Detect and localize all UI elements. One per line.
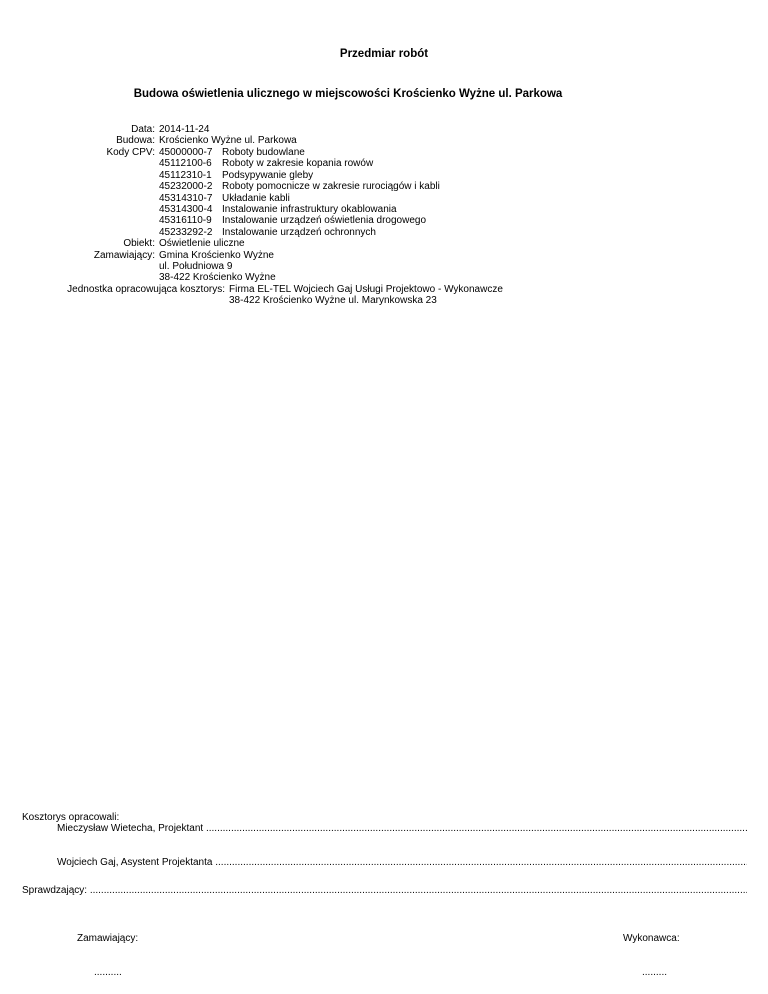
zamawiajacy-line: Gmina Krościenko Wyżne [159,250,274,261]
client-signature-dots: .......... [94,967,122,978]
checker-label: Sprawdzający: [22,885,88,896]
cpv-label: Kody CPV: [106,147,155,158]
cpv-code: 45314300-4 [159,204,213,215]
contractor-label: Wykonawca: [623,933,680,944]
zamawiajacy-line: ul. Południowa 9 [159,261,233,272]
cpv-desc: Podsypywanie gleby [222,170,314,181]
checker-signature-line [22,885,747,896]
document-title: Przedmiar robót [339,48,429,60]
cpv-desc: Układanie kabli [222,193,290,204]
budowa-label: Budowa: [116,135,155,146]
obiekt-value: Oświetlenie uliczne [159,238,245,249]
cpv-code: 45112100-6 [159,158,212,169]
jednostka-line: Firma EL-TEL Wojciech Gaj Usługi Projektowo - Wykonawcze [229,284,503,295]
date-label: Data: [131,124,155,135]
cpv-code: 45233292-2 [159,227,213,238]
date-value: 2014-11-24 [159,124,210,135]
zamawiajacy-line: 38-422 Krościenko Wyżne [159,272,276,283]
author2-signature-line [57,857,747,868]
contractor-signature-dots: ......... [642,967,668,978]
jednostka-line: 38-422 Krościenko Wyżne ul. Marynkowska 23 [229,295,437,306]
client-label: Zamawiający: [77,933,139,944]
budowa-value: Krościenko Wyżne ul. Parkowa [159,135,297,146]
cpv-code: 45000000-7 [159,147,213,158]
jednostka-label: Jednostka opracowująca kosztorys: [67,284,225,295]
document-subtitle: Budowa oświetlenia ulicznego w miejscowości Krościenko Wyżne ul. Parkowa [133,88,563,100]
cpv-desc: Instalowanie urządzeń ochronnych [222,227,376,238]
author2-name: Wojciech Gaj, Asystent Projektanta [57,857,213,868]
cpv-code: 45232000-2 [159,181,213,192]
author1-signature-line [57,823,747,834]
cpv-desc: Instalowanie infrastruktury okablowania [222,204,397,215]
cpv-desc: Roboty pomocnicze w zakresie rurociągów i kabli [222,181,440,192]
author1-name: Mieczysław Wietecha, Projektant [57,823,204,834]
prepared-label: Kosztorys opracowali: [22,812,120,823]
cpv-code: 45314310-7 [159,193,213,204]
cpv-code: 45112310-1 [159,170,212,181]
cpv-desc: Roboty budowlane [222,147,305,158]
zamawiajacy-label: Zamawiający: [93,250,155,261]
obiekt-label: Obiekt: [123,238,155,249]
cpv-desc: Roboty w zakresie kopania rowów [222,158,374,169]
cpv-desc: Instalowanie urządzeń oświetlenia drogowego [222,215,427,226]
cpv-code: 45316110-9 [159,215,212,226]
